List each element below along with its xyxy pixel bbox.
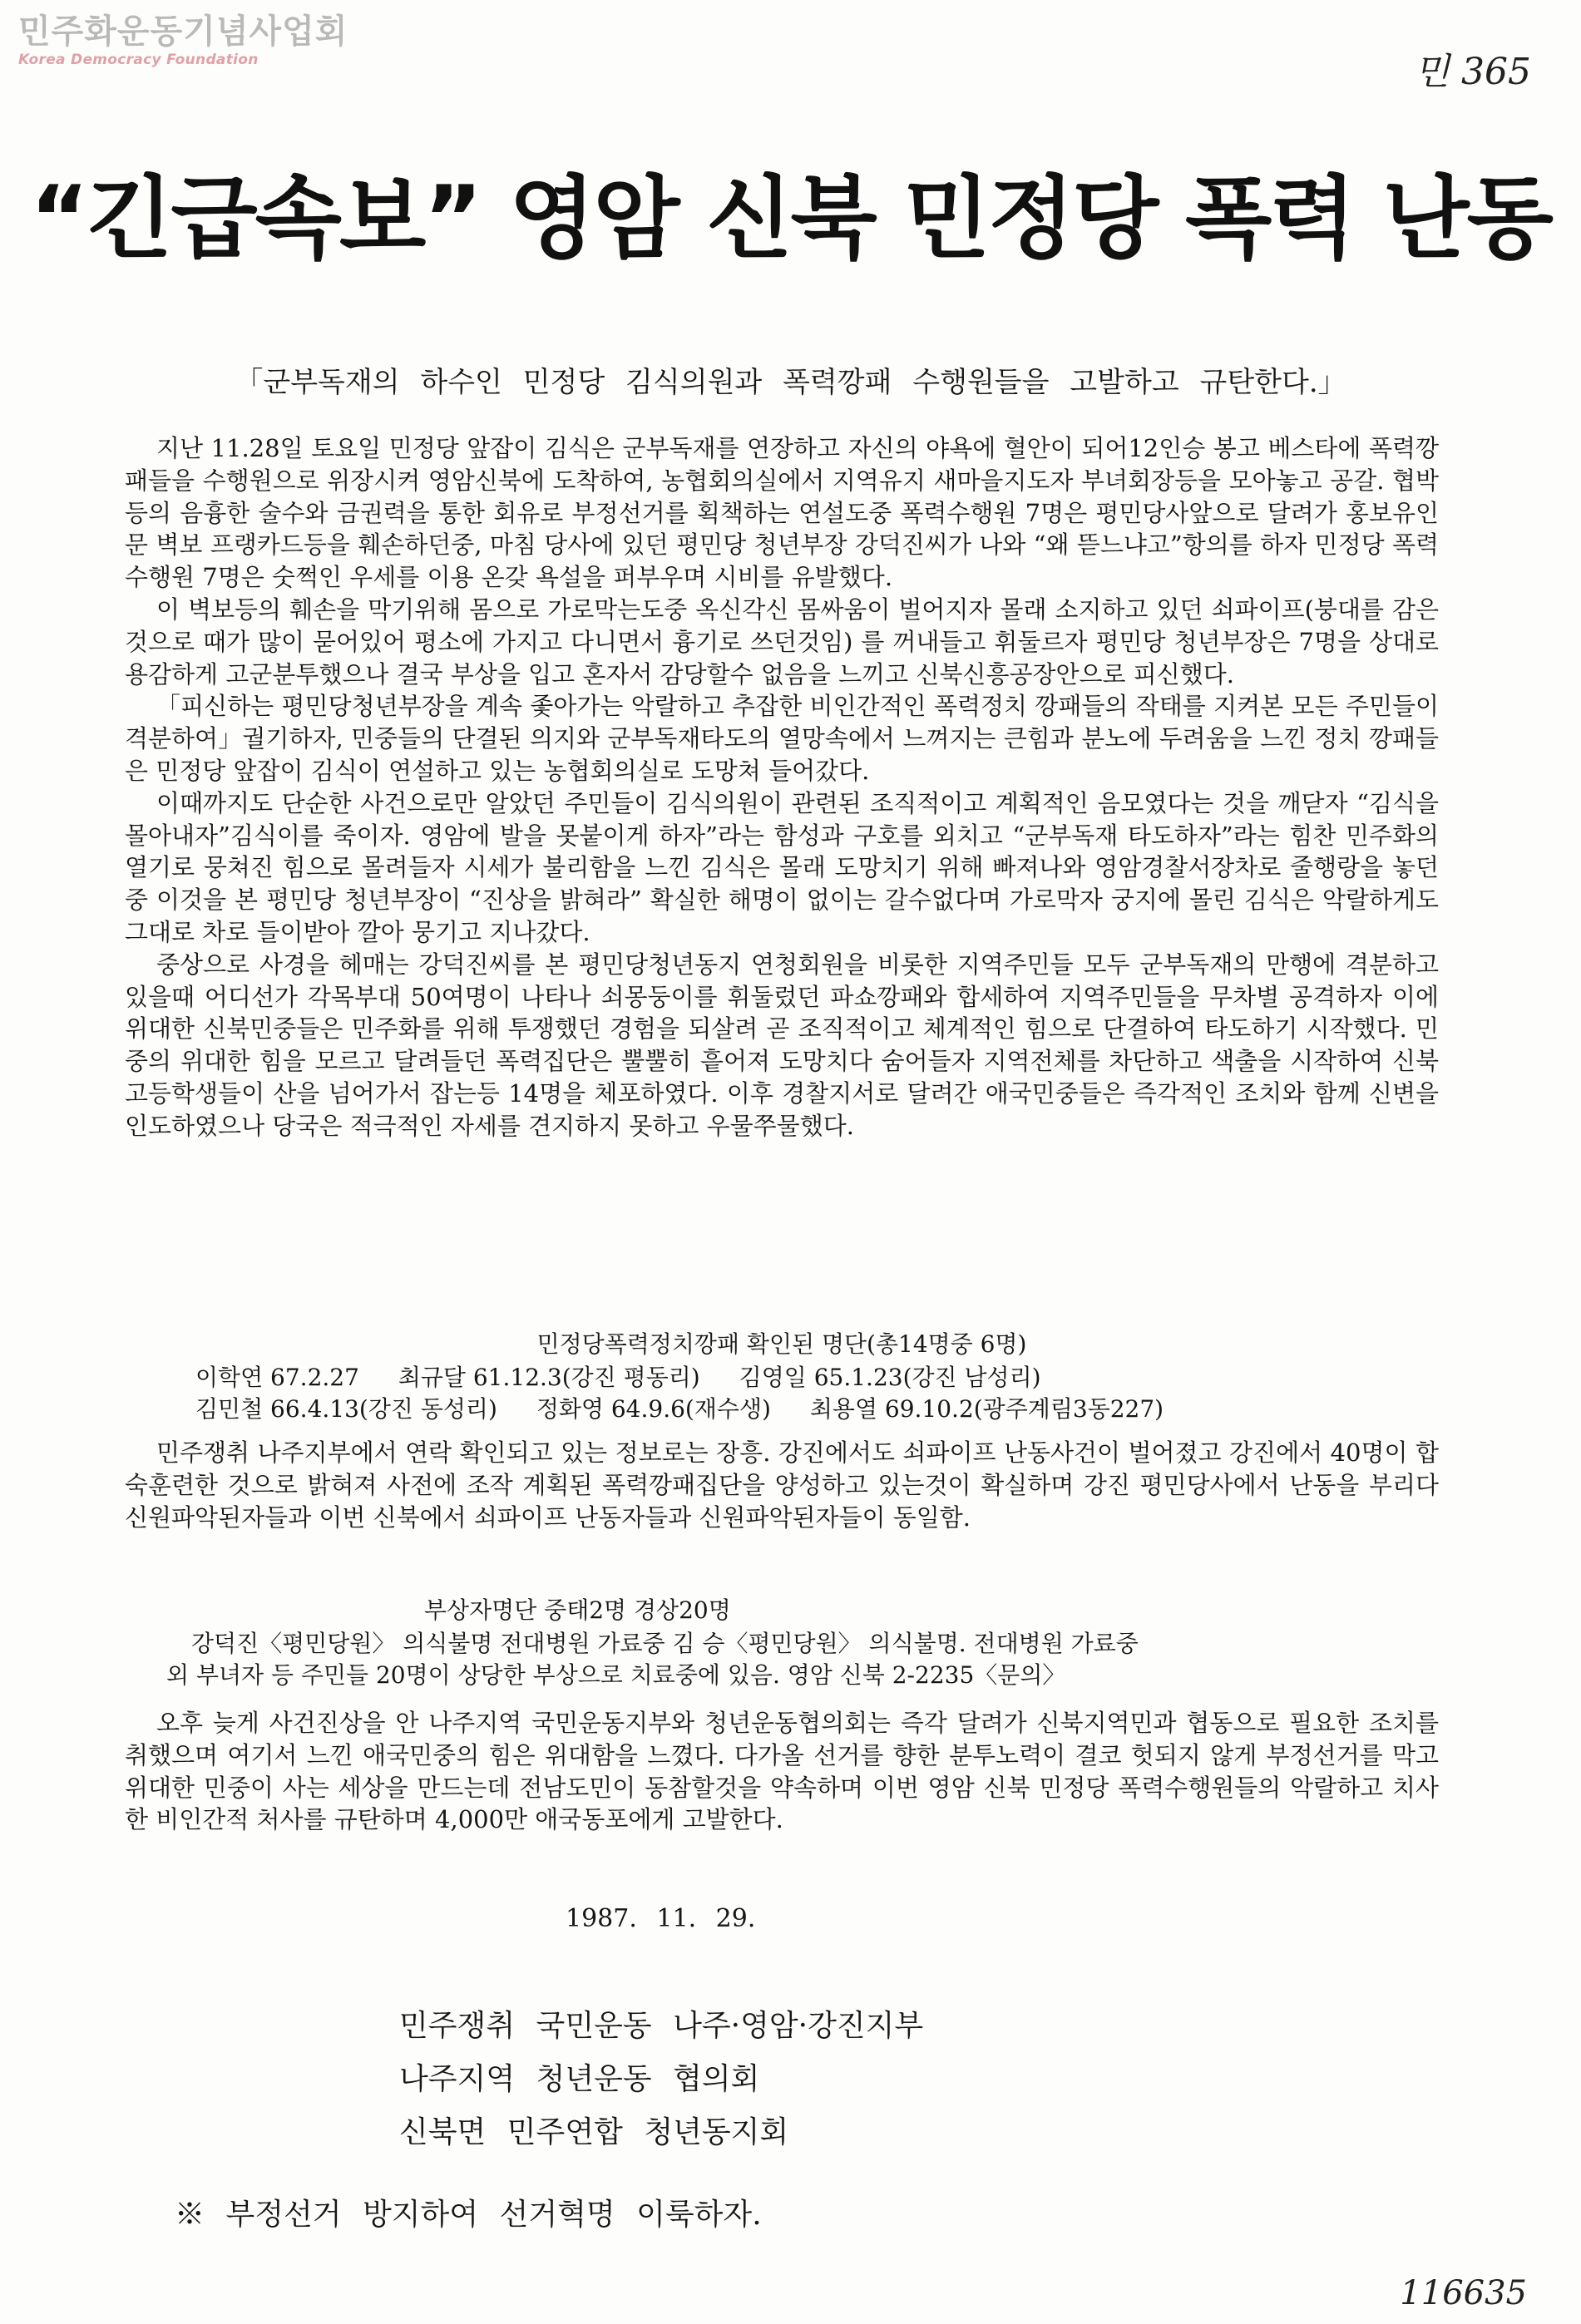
organization-3: 신북면 민주연합 청년동지회: [399, 2115, 789, 2149]
roster-entry: 최규달 61.12.3(강진 평동리): [398, 1364, 700, 1391]
injury-title: 부상자명단 중태2명 경상20명: [424, 1596, 731, 1624]
paragraph-1: 지난 11.28일 토요일 민정당 앞잡이 김식은 군부독재를 연장하고 자신의 야욕에 혈안이 되어12인승 봉고 베스타에 폭력깡패들을 수행원으로 위장시켜 영암신북에 도착하여, 농협회의실에서 지역유지 새마을지도자 부녀회장등을 모아놓고 공갈. 협박등의 음흉한 술수와 금권력을 통한 회유로 부정선거를 획책하는 연설도중 폭력수행원 7명은 평민당사앞으로 달려가 홍보유인문 벽보 프랭카드등을 훼손하던중, 마침 당사에 있던 평민당 청년부장 강덕진씨가 나와 “왜 뜯느냐고”항의를 하자 민정당 폭력 수행원 7명은 숫쩍인 우세를 이용 온갖 욕설을 퍼부우며 시비를 유발했다.: [125, 434, 1439, 592]
closing-section: [125, 1707, 1439, 1836]
info-section: [125, 1437, 1439, 1533]
perpetrator-roster: [125, 1329, 1439, 1425]
signatory-organizations: [399, 2000, 923, 2159]
injury-line-2: 외 부녀자 등 주민들 20명이 상당한 부상으로 치료중에 있음. 영암 신북 2-2235〈문의〉: [166, 1661, 1066, 1689]
main-body: [125, 432, 1439, 1142]
organization-1: 민주쟁취 국민운동 나주·영암·강진지부: [399, 2009, 924, 2043]
injury-line-1: 강덕진〈평민당원〉 의식불명 전대병원 가료중 김 승〈평민당원〉 의식불명. 전대병원 가료중: [191, 1630, 1139, 1657]
roster-row: [125, 1394, 1439, 1425]
subtitle: 「군부독재의 하수인 민정당 김식의원과 폭력깡패 수행원들을 고발하고 규탄한다.」: [235, 366, 1346, 399]
roster-row: [125, 1362, 1439, 1394]
logo-korean-text: 민주화운동기념사업회: [18, 12, 348, 51]
handwritten-note: 민 365: [1414, 51, 1531, 93]
info-paragraph: 민주쟁취 나주지부에서 연락 확인되고 있는 정보로는 장흥. 강진에서도 쇠파이프 난동사건이 벌어졌고 강진에서 40명이 합숙훈련한 것으로 밝혀져 사전에 조작 계획된 폭력깡패집단을 양성하고 있는것이 확실하며 강진 평민당사에서 난동을 부리다 신원파악된자들과 이번 신북에서 쇠파이프 난동자들과 신원파악된자들이 동일함.: [125, 1438, 1439, 1532]
slogan: ※ 부정선거 방지하여 선거혁명 이룩하자.: [175, 2198, 762, 2232]
paragraph-3: 「피신하는 평민당청년부장을 계속 좇아가는 악랄하고 추잡한 비인간적인 폭력정치 깡패들의 작태를 지켜본 모든 주민들이 격분하여」궐기하자, 민중들의 단결된 의지와 군부독재타도의 열망속에서 느껴지는 큰힘과 분노에 두려움을 느낀 정치 깡패들은 민정당 앞잡이 김식이 연설하고 있는 농협회의실로 도망쳐 들어갔다.: [125, 692, 1439, 785]
roster-entry: 김민철 66.4.13(강진 동성리): [195, 1395, 497, 1423]
roster-title: 민정당폭력정치깡패 확인된 명단(총14명중 6명): [536, 1330, 1027, 1358]
organization-2: 나주지역 청년운동 협의회: [399, 2062, 760, 2096]
roster-entry: 이학연 67.2.27: [195, 1364, 359, 1391]
foundation-logo: [18, 12, 348, 68]
roster-entry: 정화영 64.9.6(재수생): [536, 1395, 771, 1423]
injury-list: [125, 1595, 1439, 1691]
paragraph-4: 이때까지도 단순한 사건으로만 알았던 주민들이 김식의원이 관련된 조직적이고 계획적인 음모였다는 것을 깨닫자 “김식을 몰아내자”김식이를 죽이자. 영암에 발을 못붙이게 하자”라는 함성과 구호를 외치고 “군부독재 타도하자”라는 힘찬 민주화의 열기로 뭉쳐진 힘으로 몰려들자 시세가 불리함을 느낀 김식은 몰래 도망치기 위해 빠져나와 영암경찰서장차로 줄행랑을 놓던중 이것을 본 평민당 청년부장이 “진상을 밝혀라” 확실한 해명이 없이는 갈수없다며 가로막자 궁지에 몰린 김식은 악랄하게도 그대로 차로 들이받아 깔아 뭉기고 지나갔다.: [125, 788, 1439, 946]
paragraph-5: 중상으로 사경을 헤매는 강덕진씨를 본 평민당청년동지 연청회원을 비롯한 지역주민들 모두 군부독재의 만행에 격분하고 있을때 어디선가 각목부대 50여명이 나타나 쇠몽둥이를 휘둘렀던 파쇼깡패와 합세하여 지역주민들을 무차별 공격하자 이에 위대한 신북민중들은 민주화를 위해 투쟁했던 경험을 되살려 곧 조직적이고 체계적인 힘으로 단결하여 타도하기 시작했다. 민중의 위대한 힘을 모르고 달려들던 폭력집단은 뿔뿔히 흩어져 도망치다 숨어들자 지역전체를 차단하고 색출을 시작하여 신북고등학생들이 산을 넘어가서 잡는등 14명을 체포하였다. 이후 경찰지서로 달려간 애국민중들은 즉각적인 조치와 함께 신변을 인도하였으나 당국은 적극적인 자세를 견지하지 못하고 우물쭈물했다.: [125, 950, 1439, 1140]
document-number: 116635: [1400, 2274, 1527, 2312]
headline: “긴급속보” 영암 신북 민정당 폭력 난동: [30, 167, 1551, 271]
closing-paragraph: 오후 늦게 사건진상을 안 나주지역 국민운동지부와 청년운동협의회는 즉각 달려가 신북지역민과 협동으로 필요한 조치를 취했으며 여기서 느낀 애국민중의 힘은 위대함을 느꼈다. 다가올 선거를 향한 분투노력이 결코 헛되지 않게 부정선거를 막고 위대한 민중이 사는 세상을 만드는데 전남도민이 동참할것을 약속하며 이번 영암 신북 민정당 폭력수행원들의 악랄하고 치사한 비인간적 처사를 규탄하며 4,000만 애국동포에게 고발한다.: [125, 1709, 1439, 1834]
roster-entry: 최용열 69.10.2(광주계림3동227): [809, 1395, 1164, 1423]
roster-entry: 김영일 65.1.23(강진 남성리): [739, 1364, 1041, 1391]
document-date: 1987. 11. 29.: [566, 1904, 756, 1933]
logo-english-text: Korea Democracy Foundation: [18, 52, 259, 68]
paragraph-2: 이 벽보등의 훼손을 막기위해 몸으로 가로막는도중 옥신각신 몸싸움이 벌어지자 몰래 소지하고 있던 쇠파이프(붕대를 감은것으로 때가 많이 묻어있어 평소에 가지고 다니면서 흉기로 쓰던것임) 를 꺼내들고 휘둘르자 평민당 청년부장은 7명을 상대로 용감하게 고군분투했으나 결국 부상을 입고 혼자서 감당할수 없음을 느끼고 신북신흥공장안으로 피신했다.: [125, 595, 1439, 688]
